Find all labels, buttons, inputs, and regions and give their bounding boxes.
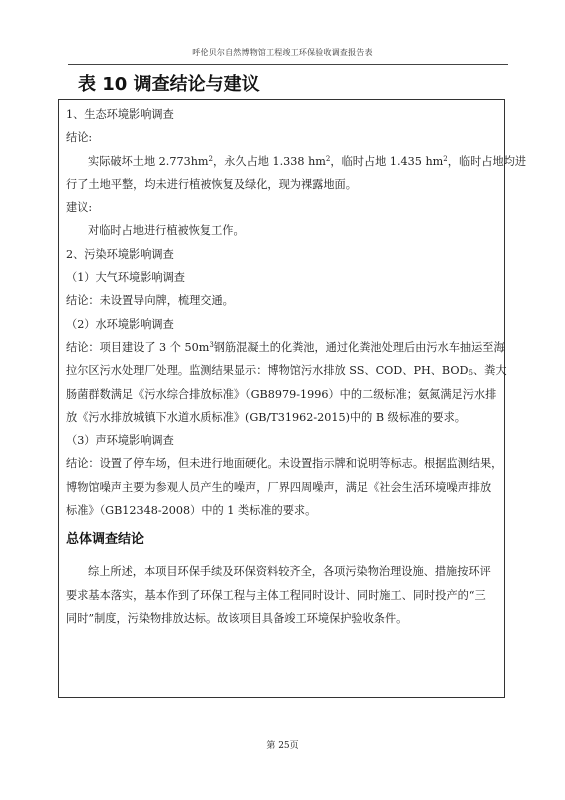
running-header: 呼伦贝尔自然博物馆工程竣工环保验收调查报告表 (192, 48, 373, 57)
header-divider (68, 64, 508, 65)
air-conclusion: 结论：未设置导向牌，梳理交通。 (66, 294, 234, 308)
table-title: 表 10 调查结论与建议 (78, 74, 260, 95)
noise-heading: （3）声环境影响调查 (66, 434, 174, 448)
noise-conclusion: 结论：设置了停车场，但未进行地面硬化。未设置指示牌和说明等标志。根据监测结果， 博物馆噪声主要为参观人员产生的噪声，厂界四周噪声，满足《社会生活环境噪声排放 标准》（GB12348-2008）中的 1 类标准的要求。 (66, 457, 503, 518)
conclusions-table-cell (58, 99, 527, 698)
ecology-suggestion-label: 建议: (66, 201, 93, 215)
page-number: 第 25页 (266, 741, 299, 751)
water-heading: （2）水环境影响调查 (66, 317, 174, 331)
ecology-conclusion-label: 结论: (66, 131, 93, 145)
water-conclusion: 结论：项目建设了 3 个 $50m^3$钢筋混凝土的化粪池，通过化粪池处理后由污水车抽运至海 拉尔区污水处理厂处理。监测结果显示：博物馆污水排放 SS、COD、PH、$BOD_5$、粪大 肠菌群数满足《污水综合排放标准》（GB8979-1996）中的二级标准；氨氮满足污水排 放《污水排放城镇下水道水质标准》(GB/T31962-2015)中的 B 级标准的要求。 (66, 340, 507, 424)
overall-conclusion-text: 综上所述，本项目环保手续及环保资料较齐全，各项污染物治理设施、措施按环评 要求基本落实，基本作到了环保工程与主体工程同时设计、同时施工、同时投产的“三 同时”制度，污染物排放达标。故该项目具备竣工环境保护验收条件。 (66, 565, 491, 625)
ecology-suggestion-text: 对临时占地进行植被恢复工作。 (88, 224, 245, 238)
pollution-heading: 2、污染环境影响调查 (66, 247, 174, 261)
air-heading: （1）大气环境影响调查 (66, 271, 185, 285)
overall-conclusion-heading: 总体调查结论 (66, 532, 145, 548)
ecology-heading: 1、生态环境影响调查 (66, 108, 174, 121)
ecology-conclusion-text: 实际破坏土地 $2.773hm^2$，永久占地 1.338 $hm^2$，临时占地 1.435 $hm^2$，临时占地均进 行了土地平整，均未进行植被恢复及绿化，现为裸露地面。 (66, 154, 527, 191)
